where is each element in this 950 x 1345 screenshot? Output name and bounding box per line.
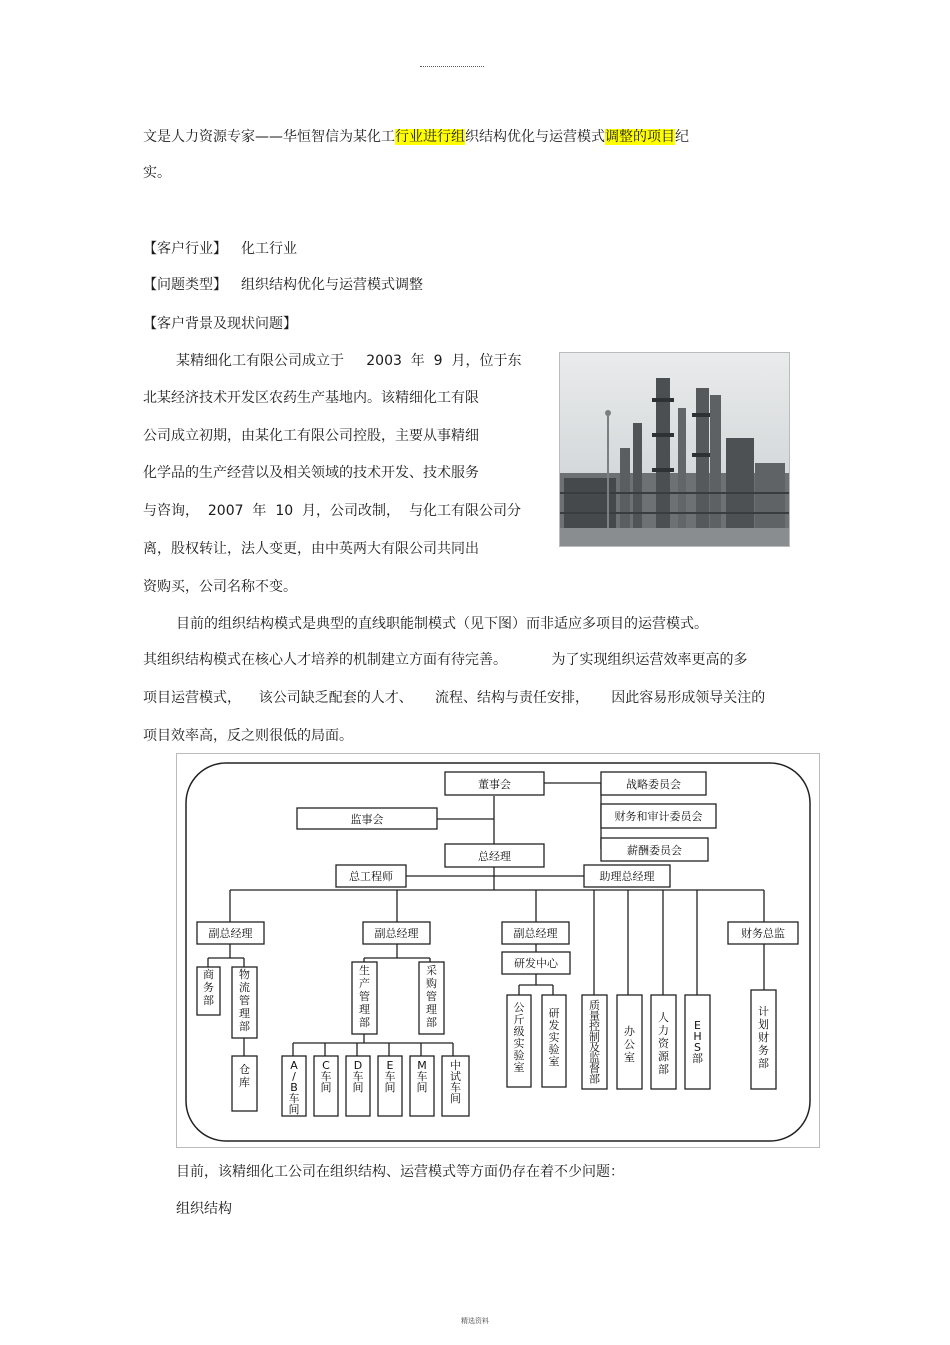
workshop-label: 中试车间 (450, 1059, 461, 1105)
paragraph2-line: 项目运营模式， 该公司缺乏配套的人才、 流程、结构与责任安排， 因此容易形成领导关注的 (143, 690, 766, 706)
committee-label: 财务和审计委员会 (614, 810, 703, 823)
industry-row (143, 239, 297, 259)
workshop-label: A / B 车间 (288, 1059, 300, 1116)
closing-line-1: 目前，该精细化工公司在组织结构、运营模式等方面仍存在着不少问题： (176, 1164, 624, 1180)
intro-line-1: 文是人力资源专家——华恒智信为某化工行业进行组织结构优化与运营模式调整的项目纪 (143, 129, 689, 145)
paragraph2-line: 其组织结构模式在核心人才培养的机制建立方面有待完善。 为了实现组织运营效率更高的多 (143, 652, 748, 668)
workshop-label: M 车间 (416, 1059, 428, 1094)
problem-row (143, 275, 423, 295)
header-dotted-rule (420, 66, 484, 67)
org-chart (176, 753, 820, 1148)
supervisors-label: 监事会 (350, 813, 384, 826)
paragraph2-line: 项目效率高，反之则很低的局面。 (143, 728, 353, 744)
problem-label: 【问题类型】 (143, 277, 227, 293)
rd-center-label: 研发中心 (514, 957, 558, 970)
board-label: 董事会 (478, 778, 511, 791)
intro-line-2: 实。 (143, 165, 171, 181)
paragraph2-line: 目前的组织结构模式是典型的直线职能制模式（见下图）而非适应多项目的运营模式。 (176, 616, 708, 632)
assistant-gm-label: 助理总经理 (599, 870, 655, 883)
commerce-label: 商务部 (203, 968, 214, 1007)
vp2-label: 副总经理 (374, 927, 419, 940)
background-line: 离，股权转让，法人变更，由中英两大有限公司共同出 (143, 541, 479, 557)
org-chart-svg (176, 753, 820, 1148)
quality-label: 质量控制及监督部 (589, 999, 600, 1086)
background-line: 公司成立初期，由某化工有限公司控股，主要从事精细 (143, 428, 479, 444)
workshop-label: E 车间 (384, 1059, 396, 1094)
vp3-label: 副总经理 (513, 927, 558, 940)
gm-label: 总经理 (478, 850, 511, 863)
office-label: 办公室 (624, 1025, 635, 1064)
background-label: 【客户背景及现状问题】 (143, 316, 297, 332)
ehs-label: E H S 部 (692, 1019, 703, 1065)
vp1-label: 副总经理 (208, 927, 253, 940)
purchasing-label: 采购管理部 (426, 964, 437, 1029)
industry-label: 【客户行业】 (143, 241, 227, 257)
closing-line-2: 组织结构 (176, 1201, 232, 1217)
warehouse-label: 仓库 (239, 1063, 250, 1089)
finance-label: 计划财务部 (758, 1005, 769, 1070)
chemical-plant-photo (559, 352, 790, 547)
background-line: 资购买，公司名称不变。 (143, 579, 297, 595)
background-line: 与咨询， 2007 年 10 月，公司改制， 与化工有限公司分 (143, 503, 521, 519)
background-line: 化学品的生产经营以及相关领域的技术开发、技术服务 (143, 465, 479, 481)
background-line: 北某经济技术开发区农药生产基地内。该精细化工有限 (143, 390, 479, 406)
plant-illustration (560, 353, 789, 546)
background-line: 某精细化工有限公司成立于 2003 年 9 月，位于东 (176, 353, 522, 369)
cfo-label: 财务总监 (741, 927, 785, 940)
highlight-1: 行业进行组 (395, 129, 465, 145)
production-label: 生产管理部 (359, 964, 370, 1029)
highlight-2: 调整的项目 (605, 129, 675, 145)
hr-label: 人力资源部 (658, 1011, 669, 1076)
org-chart-frame (177, 754, 820, 1148)
chief-engineer-label: 总工程师 (349, 870, 393, 883)
workshop-label: D 车间 (352, 1059, 364, 1094)
industry-value: 化工行业 (241, 241, 297, 257)
lab-label: 公斤级实验室 (513, 1001, 525, 1074)
committee-label: 战略委员会 (626, 778, 681, 791)
committee-label: 薪酬委员会 (627, 844, 682, 857)
workshop-label: C 车间 (320, 1059, 332, 1094)
logistics-label: 物流管理部 (239, 968, 250, 1033)
problem-value: 组织结构优化与运营模式调整 (241, 277, 423, 293)
footer-note: 精选资料 (461, 1317, 489, 1325)
rd-lab-label: 研发实验室 (548, 1007, 560, 1068)
